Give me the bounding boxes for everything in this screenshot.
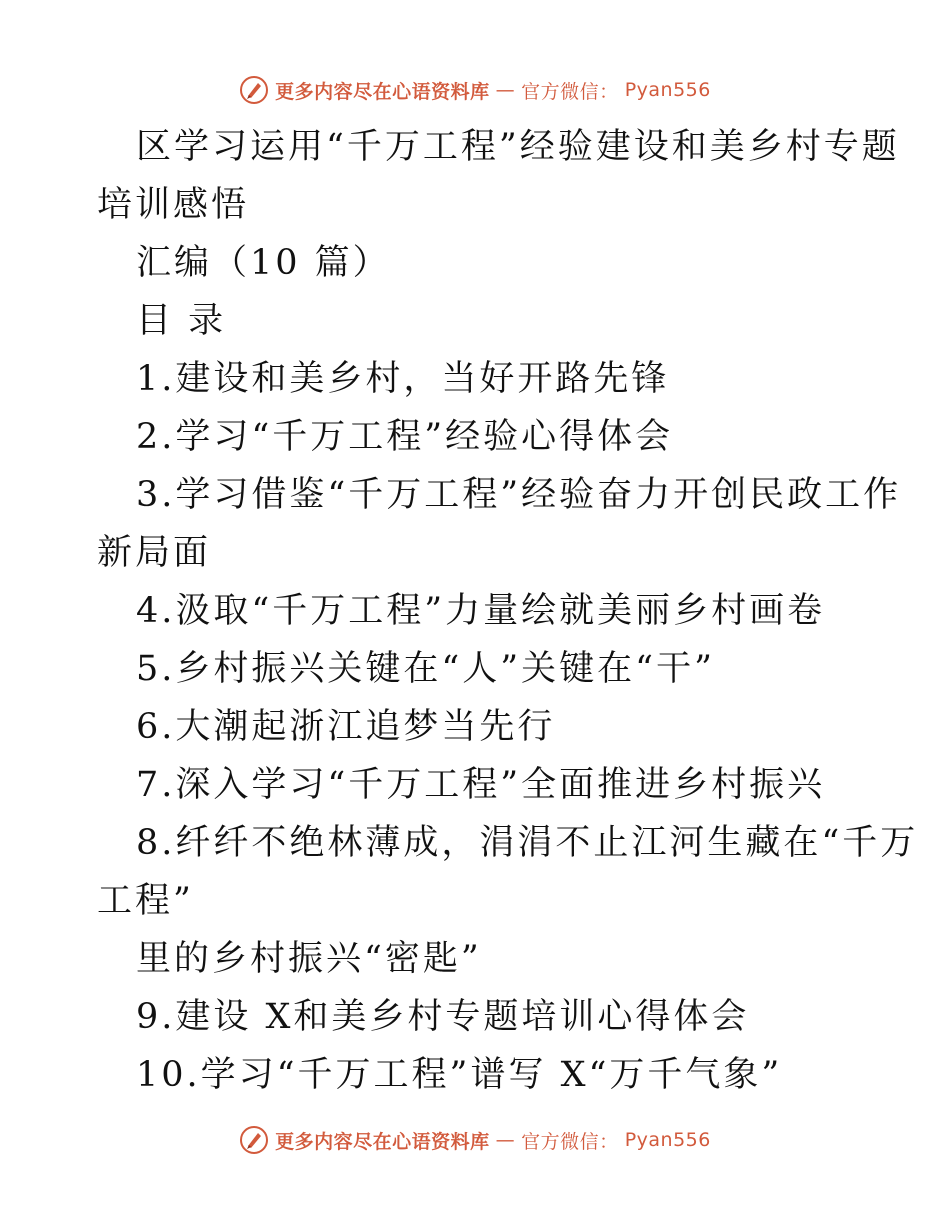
watermark-official-label: 官方微信： [521, 80, 619, 103]
watermark-dash: — [495, 79, 516, 101]
toc-item-1: 1.建设和美乡村，当好开路先锋 [136, 359, 670, 399]
toc-item-5: 5.乡村振兴关键在“人”关键在“干” [136, 649, 715, 689]
watermark-wechat-id: Pyan556 [624, 79, 711, 101]
toc-item-8: 8.纤纤不绝林薄成，涓涓不止江河生藏在“千万 [136, 823, 919, 863]
toc-item-6: 6.大潮起浙江追梦当先行 [136, 707, 556, 747]
document-title-line-1: 区学习运用“千万工程”经验建设和美乡村专题 [136, 127, 900, 167]
watermark-wechat-id: Pyan556 [624, 1129, 711, 1151]
watermark-official-label: 官方微信： [521, 1130, 619, 1153]
toc-item-3: 3.学习借鉴“千万工程”经验奋力开创民政工作 [136, 475, 902, 515]
toc-item-4: 4.汲取“千万工程”力量绘就美丽乡村画卷 [136, 591, 826, 631]
toc-item-8-continued-2: 里的乡村振兴“密匙” [136, 939, 482, 979]
toc-item-3-continued: 新局面 [97, 533, 212, 573]
watermark-brand: 更多内容尽在心语资料库 [275, 80, 490, 103]
pen-nib-logo-icon [239, 75, 269, 105]
toc-item-9: 9.建设 X和美乡村专题培训心得体会 [136, 997, 750, 1037]
watermark-banner-top [0, 70, 950, 110]
toc-item-2: 2.学习“千万工程”经验心得体会 [136, 417, 674, 457]
toc-item-7: 7.深入学习“千万工程”全面推进乡村振兴 [136, 765, 826, 805]
watermark-dash: — [495, 1129, 516, 1151]
pen-nib-logo-icon [239, 1125, 269, 1155]
watermark-brand: 更多内容尽在心语资料库 [275, 1130, 490, 1153]
document-title-line-2: 培训感悟 [97, 185, 250, 225]
watermark-banner-bottom [0, 1120, 950, 1160]
toc-heading: 目 录 [136, 301, 227, 341]
toc-item-8-continued: 工程” [97, 881, 194, 921]
document-subtitle: 汇编（10 篇） [136, 243, 391, 283]
toc-item-10: 10.学习“千万工程”谱写 X“万千气象” [136, 1055, 783, 1095]
